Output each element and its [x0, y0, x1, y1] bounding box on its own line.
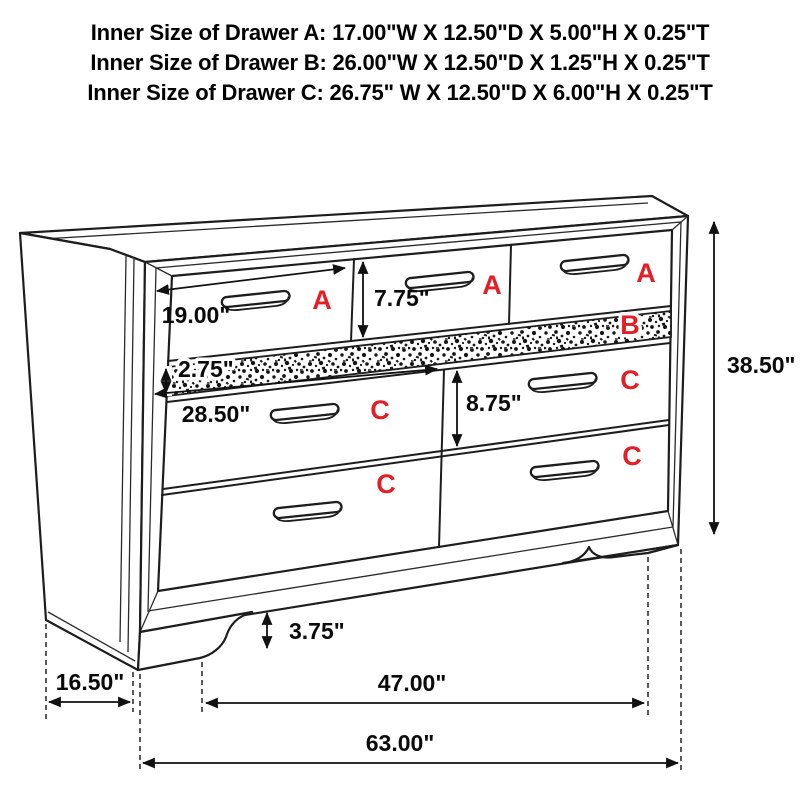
dresser-side-panel	[20, 233, 145, 670]
dim-label-drawer-c-height: 8.75"	[466, 390, 522, 416]
dimension-overall-depth	[49, 669, 130, 702]
dim-label-foot-height: 3.75"	[289, 618, 345, 644]
dim-label-overall-width: 63.00"	[365, 730, 435, 756]
label-drawer-b: B	[620, 310, 640, 340]
dimension-overall-height	[714, 222, 795, 534]
dimension-foot-height	[267, 613, 345, 648]
dim-label-drawer-c-width: 28.50"	[181, 401, 251, 427]
label-drawer-a2: A	[482, 270, 502, 300]
dim-label-feet-span: 47.00"	[377, 670, 447, 696]
label-drawer-c-mid-right: C	[620, 365, 640, 395]
header-line-drawer-c: Inner Size of Drawer C: 26.75" W X 12.50"D X 6.00"H X 0.25"T	[87, 80, 713, 105]
dim-label-drawer-a-height: 7.75"	[374, 285, 430, 311]
label-drawer-c-bottom-right: C	[622, 441, 642, 471]
label-drawer-c-bottom-left: C	[376, 469, 396, 499]
dim-label-drawer-a-width: 19.00"	[161, 302, 231, 328]
dim-label-overall-height: 38.50"	[727, 352, 796, 378]
dim-label-overall-depth: 16.50"	[55, 669, 125, 695]
dresser-body	[20, 196, 688, 670]
header-line-drawer-b: Inner Size of Drawer B: 26.00"W X 12.50"D X 1.25"H X 0.25"T	[90, 50, 710, 75]
dimension-overall-width	[143, 730, 678, 763]
label-drawer-a1: A	[312, 285, 332, 315]
label-drawer-a3: A	[636, 258, 656, 288]
header-line-drawer-a: Inner Size of Drawer A: 17.00"W X 12.50"D X 5.00"H X 0.25"T	[90, 20, 710, 45]
label-drawer-c-mid-left: C	[370, 395, 390, 425]
dim-label-strip-height: 2.75"	[178, 356, 234, 382]
dimension-feet-span	[206, 670, 644, 703]
